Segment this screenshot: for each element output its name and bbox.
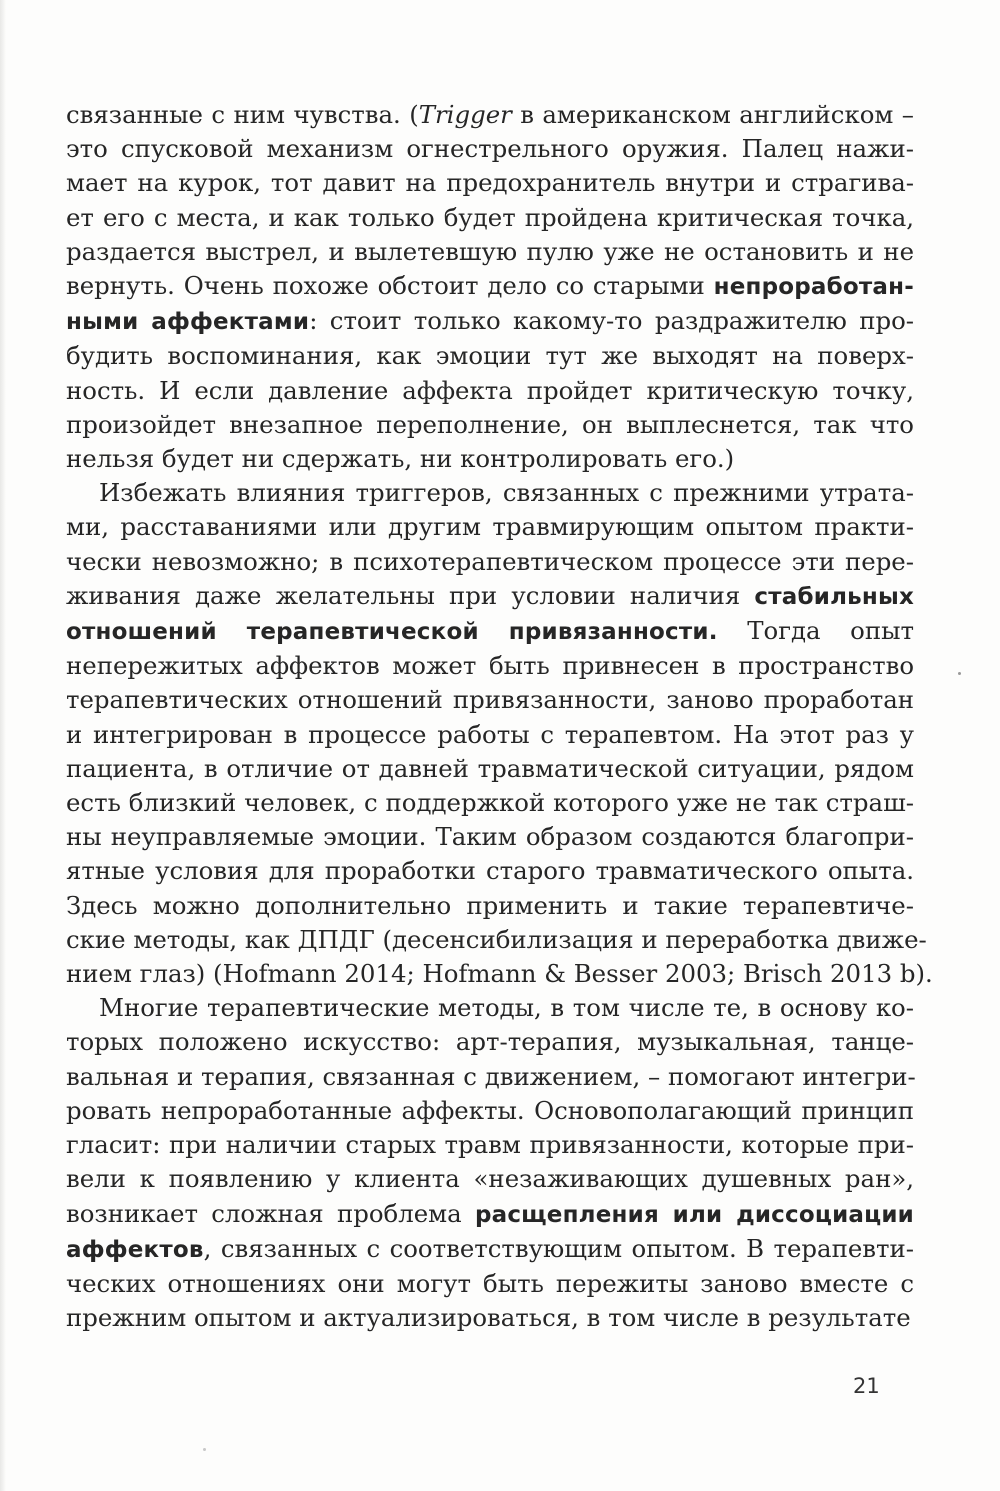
text-run: связанные с ним чувства. (	[66, 100, 419, 129]
text-run: это спусковой механизм огнестрельного оружия. Палец нажи-	[66, 134, 914, 164]
text-run: ми, расставаниями или другим травмирующим опытом практи-	[66, 512, 914, 542]
bold-term: аффектов	[66, 1236, 204, 1263]
text-line	[66, 235, 914, 269]
text-run: Здесь можно дополнительно применить и такие терапевтиче-	[66, 890, 914, 920]
text-line	[66, 98, 914, 132]
page-edge-shadow	[0, 0, 6, 1491]
text-line	[66, 269, 914, 304]
text-line	[66, 718, 914, 752]
text-run: пациента, в отличие от давней травматической ситуации, рядом	[66, 753, 914, 783]
text-run: ские методы, как ДПДГ (десенсибилизация и переработка движе-	[66, 924, 927, 954]
text-line	[66, 339, 914, 373]
text-line	[66, 166, 914, 200]
text-line	[66, 1025, 914, 1059]
text-line	[66, 752, 914, 786]
text-run: непережитых аффектов может быть привнесен в пространство	[66, 651, 914, 681]
text-line	[66, 889, 914, 923]
bold-term: отношений терапевтической привязанности.	[66, 619, 718, 646]
text-run: в американском английском –	[511, 100, 914, 129]
text-run: нельзя будет ни сдержать, ни контролировать его.)	[66, 444, 735, 474]
text-line	[66, 614, 914, 649]
text-line	[66, 786, 914, 820]
bold-term: ными аффектами	[66, 309, 310, 336]
scan-speck	[958, 672, 961, 675]
body-text	[66, 98, 933, 1335]
text-run: Избежать влияния триггеров, связанных с прежними утрата-	[99, 478, 914, 508]
bold-term: расщепления или диссоциации	[474, 1201, 914, 1228]
text-run: ческих отношениях они могут быть пережиты заново вместе с	[66, 1268, 914, 1298]
text-run: возникает сложная проблема	[66, 1198, 475, 1228]
text-run: вальная и терапия, связанная с движением, – помогают интегри-	[66, 1061, 916, 1091]
text-run: прежним опытом и актуализироваться, в том числе в результате	[66, 1303, 911, 1333]
text-line	[66, 1301, 914, 1335]
text-line	[66, 408, 914, 442]
text-run: торых положено искусство: арт-терапия, музыкальная, танце-	[66, 1027, 914, 1057]
text-run: , связанных с соответствующим опытом. В терапевти-	[203, 1233, 914, 1263]
text-line	[66, 649, 914, 683]
text-run: чески невозможно; в психотерапевтическом процессе эти пере-	[66, 546, 914, 576]
bold-term: стабильных	[754, 583, 914, 610]
text-run: : стоит только какому-то раздражителю про-	[309, 306, 914, 336]
text-run: Тогда опыт	[717, 616, 914, 646]
text-line	[66, 1060, 914, 1094]
text-line	[66, 304, 914, 339]
text-run: раздается выстрел, и вылетевшую пулю уже не остановить и не	[66, 236, 914, 266]
text-line	[66, 854, 914, 888]
text-line	[66, 923, 927, 957]
page-number: 21	[853, 1374, 880, 1398]
text-run: мает на курок, тот давит на предохранитель внутри и страгива-	[66, 168, 914, 198]
text-line	[66, 1128, 914, 1162]
text-run: вернуть. Очень похоже обстоит дело со старыми	[66, 271, 714, 301]
text-line	[66, 1267, 914, 1301]
paragraph-3	[66, 991, 914, 1335]
text-line	[66, 957, 933, 991]
text-run: произойдет внезапное переполнение, он выплеснется, так что	[66, 409, 914, 439]
text-run: есть близкий человек, с поддержкой которого уже не так страш-	[66, 788, 914, 818]
text-run: Многие терапевтические методы, в том числе те, в основу ко-	[99, 993, 914, 1023]
text-line	[66, 510, 914, 544]
text-run: ятные условия для проработки старого травматического опыта.	[66, 856, 914, 886]
text-run: ет его с места, и как только будет пройдена критическая точка,	[66, 202, 914, 232]
text-run: ность. И если давление аффекта пройдет критическую точку,	[66, 375, 914, 405]
text-line	[66, 476, 914, 510]
text-line	[66, 1162, 914, 1196]
text-line	[66, 545, 914, 579]
text-line	[66, 201, 914, 235]
text-run: будить воспоминания, как эмоции тут же выходят на поверх-	[66, 341, 914, 371]
text-line	[66, 991, 914, 1025]
text-line	[66, 442, 914, 476]
text-line	[66, 132, 914, 166]
text-line	[66, 1094, 914, 1128]
text-line	[66, 683, 914, 717]
text-run: вели к появлению у клиента «незаживающих душевных ран»,	[66, 1164, 914, 1194]
text-line	[66, 374, 914, 408]
bold-term: непроработан-	[713, 274, 914, 301]
text-line	[66, 1232, 914, 1267]
text-run: ровать непроработанные аффекты. Основополагающий принцип	[66, 1095, 914, 1125]
text-run: живания даже желательны при условии наличия	[66, 580, 755, 610]
text-run: гласит: при наличии старых травм привязанности, которые при-	[66, 1130, 914, 1160]
scan-speck	[203, 1448, 206, 1451]
text-line	[66, 820, 914, 854]
text-run: и интегрирован в процессе работы с терапевтом. На этот раз у	[66, 719, 914, 749]
paragraph-2	[66, 476, 933, 991]
paragraph-1	[66, 98, 914, 476]
italic-term: Trigger	[418, 100, 512, 129]
text-run: ны неуправляемые эмоции. Таким образом создаются благопри-	[66, 822, 914, 852]
text-run: терапевтических отношений привязанности, заново проработан	[66, 685, 914, 715]
text-line	[66, 579, 914, 614]
text-line	[66, 1197, 914, 1232]
text-run: нием глаз) (Hofmann 2014; Hofmann & Besser 2003; Brisch 2013 b).	[66, 959, 933, 989]
